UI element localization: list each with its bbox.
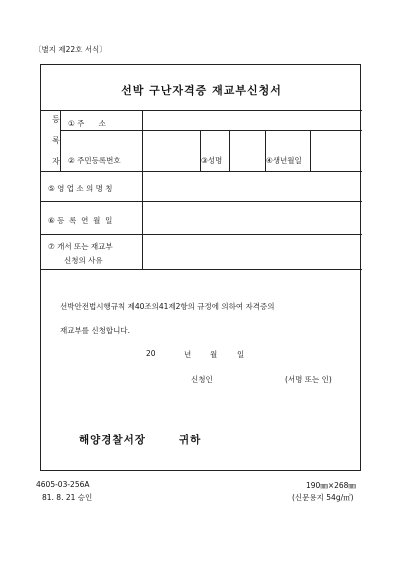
rrn-label: ② 주민등록번호: [68, 156, 121, 165]
divider: [310, 130, 311, 171]
paper-type: (신문용지 54g/㎡): [292, 493, 354, 502]
reason-label-line1: ⑦ 개서 또는 재교부: [48, 242, 113, 251]
address-label: ① 주 소: [68, 119, 106, 128]
name-label: ③성명: [201, 156, 223, 165]
form-title: 선박 구난자격증 재교부신청서: [121, 84, 282, 97]
divider: [60, 110, 61, 171]
statement-line1: 선박안전법시행규칙 제40조의41제2항의 규정에 의하여 자격증의: [60, 302, 275, 311]
paper-size: 190㎜×268㎜: [306, 481, 356, 490]
registrant-label-char: 자: [52, 157, 60, 166]
signature-hint: (서명 또는 인): [285, 375, 332, 384]
registration-date-label: ⑥ 등 록 연 월 일: [48, 216, 113, 225]
date-year-prefix: 20: [146, 349, 156, 358]
approval-date: 81. 8. 21 승인: [42, 493, 93, 502]
divider: [41, 171, 362, 172]
recipient-suffix: 귀하: [179, 434, 202, 446]
date-year: 년: [184, 350, 192, 359]
recipient-office: 해양경찰서장: [79, 434, 146, 446]
reason-label-line2: 신청의 사유: [64, 256, 103, 265]
registrant-label-char: 등: [52, 115, 60, 124]
application-form: [40, 64, 361, 471]
divider: [60, 130, 362, 131]
business-name-label: ⑤ 영 업 소 의 명 칭: [48, 184, 113, 193]
birthdate-label: ④생년월일: [266, 156, 302, 165]
divider: [41, 234, 362, 235]
divider: [41, 269, 362, 270]
applicant-label: 신청인: [191, 375, 213, 384]
divider: [142, 110, 143, 269]
divider: [41, 110, 362, 111]
date-month: 월: [210, 350, 218, 359]
statement-line2: 재교부를 신청합니다.: [60, 326, 130, 335]
divider: [41, 201, 362, 202]
date-day: 일: [237, 350, 245, 359]
divider: [229, 130, 230, 171]
registrant-label-char: 록: [52, 136, 60, 145]
form-code: 4605-03-256A: [36, 480, 90, 489]
form-number-label: 〔별지 제22호 서식〕: [34, 45, 107, 54]
